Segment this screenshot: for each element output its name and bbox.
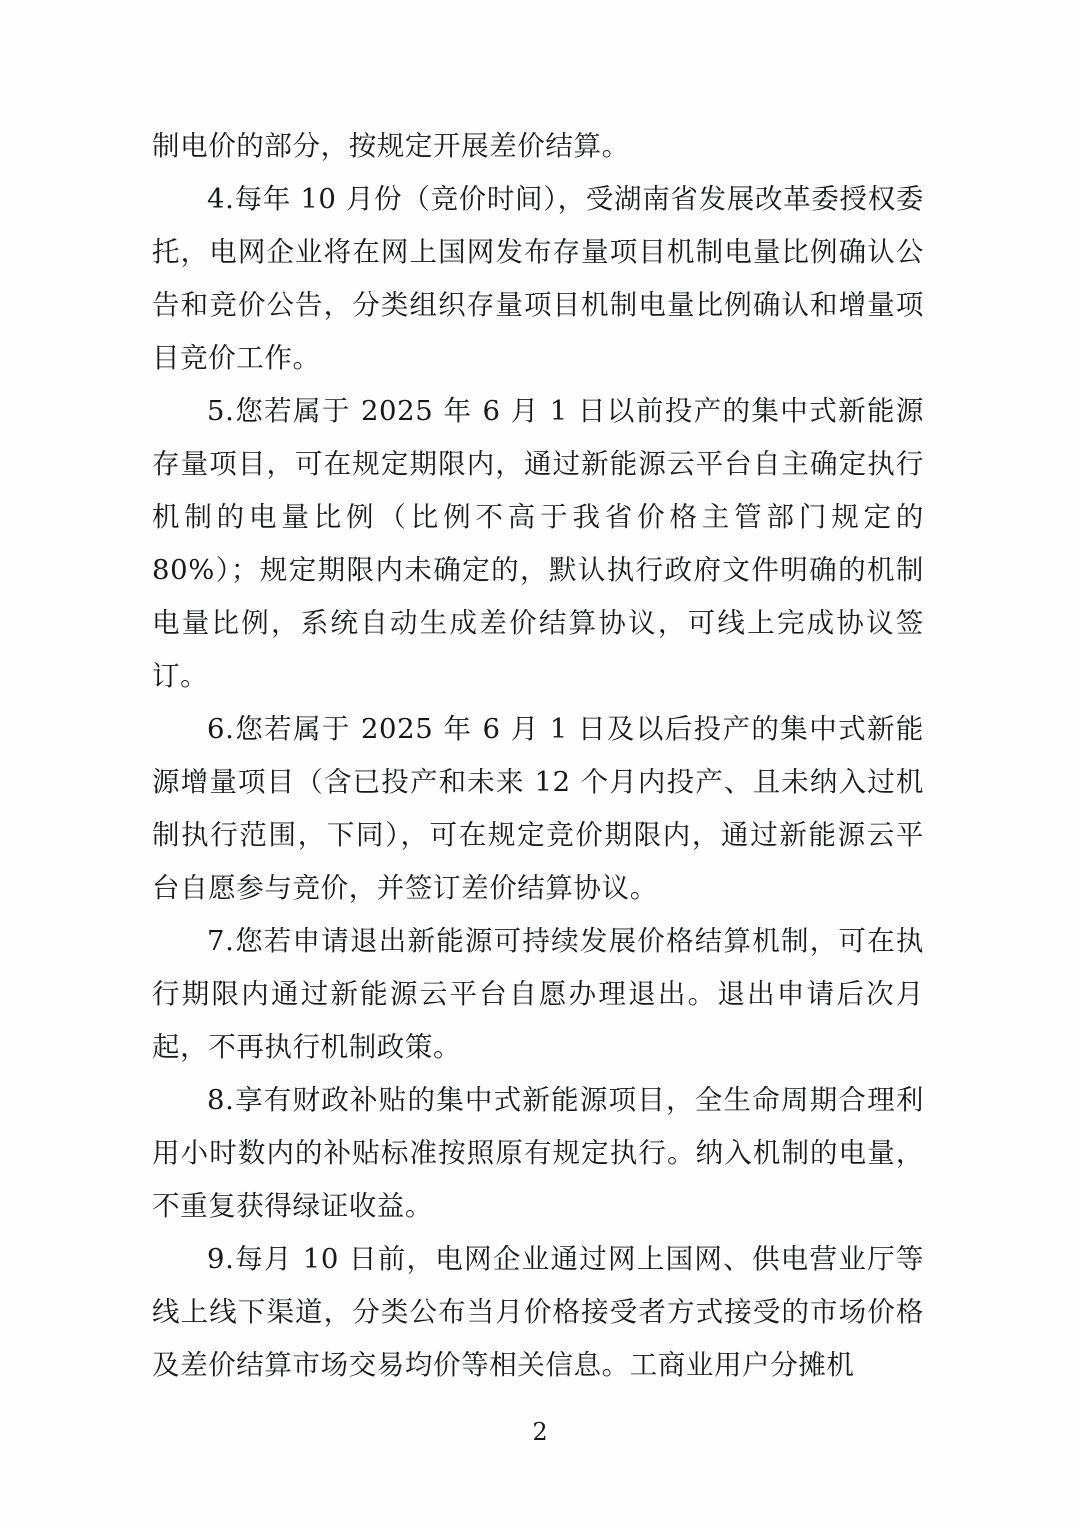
paragraph-item-5: 5.您若属于 2025 年 6 月 1 日以前投产的集中式新能源存量项目，可在规定期限内，通过新能源云平台自主确定执行机制的电量比例（比例不高于我省价格主管部门规定的 80%）；规定期限内未确定的，默认执行政府文件明确的机制电量比例，系统自动生成差价结算协议，可线上完成协议签订。 bbox=[152, 395, 924, 692]
paragraph-item-7: 7.您若申请退出新能源可持续发展价格结算机制，可在执行期限内通过新能源云平台自愿办理退出。退出申请后次月起，不再执行机制政策。 bbox=[152, 925, 924, 1063]
page-number: 2 bbox=[532, 1418, 548, 1446]
paragraph-item-4: 4.每年 10 月份（竞价时间），受湖南省发展改革委授权委托，电网企业将在网上国网发布存量项目机制电量比例确认公告和竞价公告，分类组织存量项目机制电量比例确认和增量项目竞价工作。 bbox=[152, 183, 924, 374]
document-body bbox=[152, 120, 924, 1392]
paragraph-continued: 制电价的部分，按规定开展差价结算。 bbox=[152, 130, 630, 162]
paragraph-item-9: 9.每月 10 日前，电网企业通过网上国网、供电营业厅等线上线下渠道，分类公布当月价格接受者方式接受的市场价格及差价结算市场交易均价等相关信息。工商业用户分摊机 bbox=[152, 1243, 924, 1381]
paragraph-item-6: 6.您若属于 2025 年 6 月 1 日及以后投产的集中式新能源增量项目（含已投产和未来 12 个月内投产、且未纳入过机制执行范围，下同），可在规定竞价期限内，通过新能源云平台自愿参与竞价，并签订差价结算协议。 bbox=[152, 713, 924, 904]
paragraph-item-8: 8.享有财政补贴的集中式新能源项目，全生命周期合理利用小时数内的补贴标准按照原有规定执行。纳入机制的电量，不重复获得绿证收益。 bbox=[152, 1084, 924, 1222]
